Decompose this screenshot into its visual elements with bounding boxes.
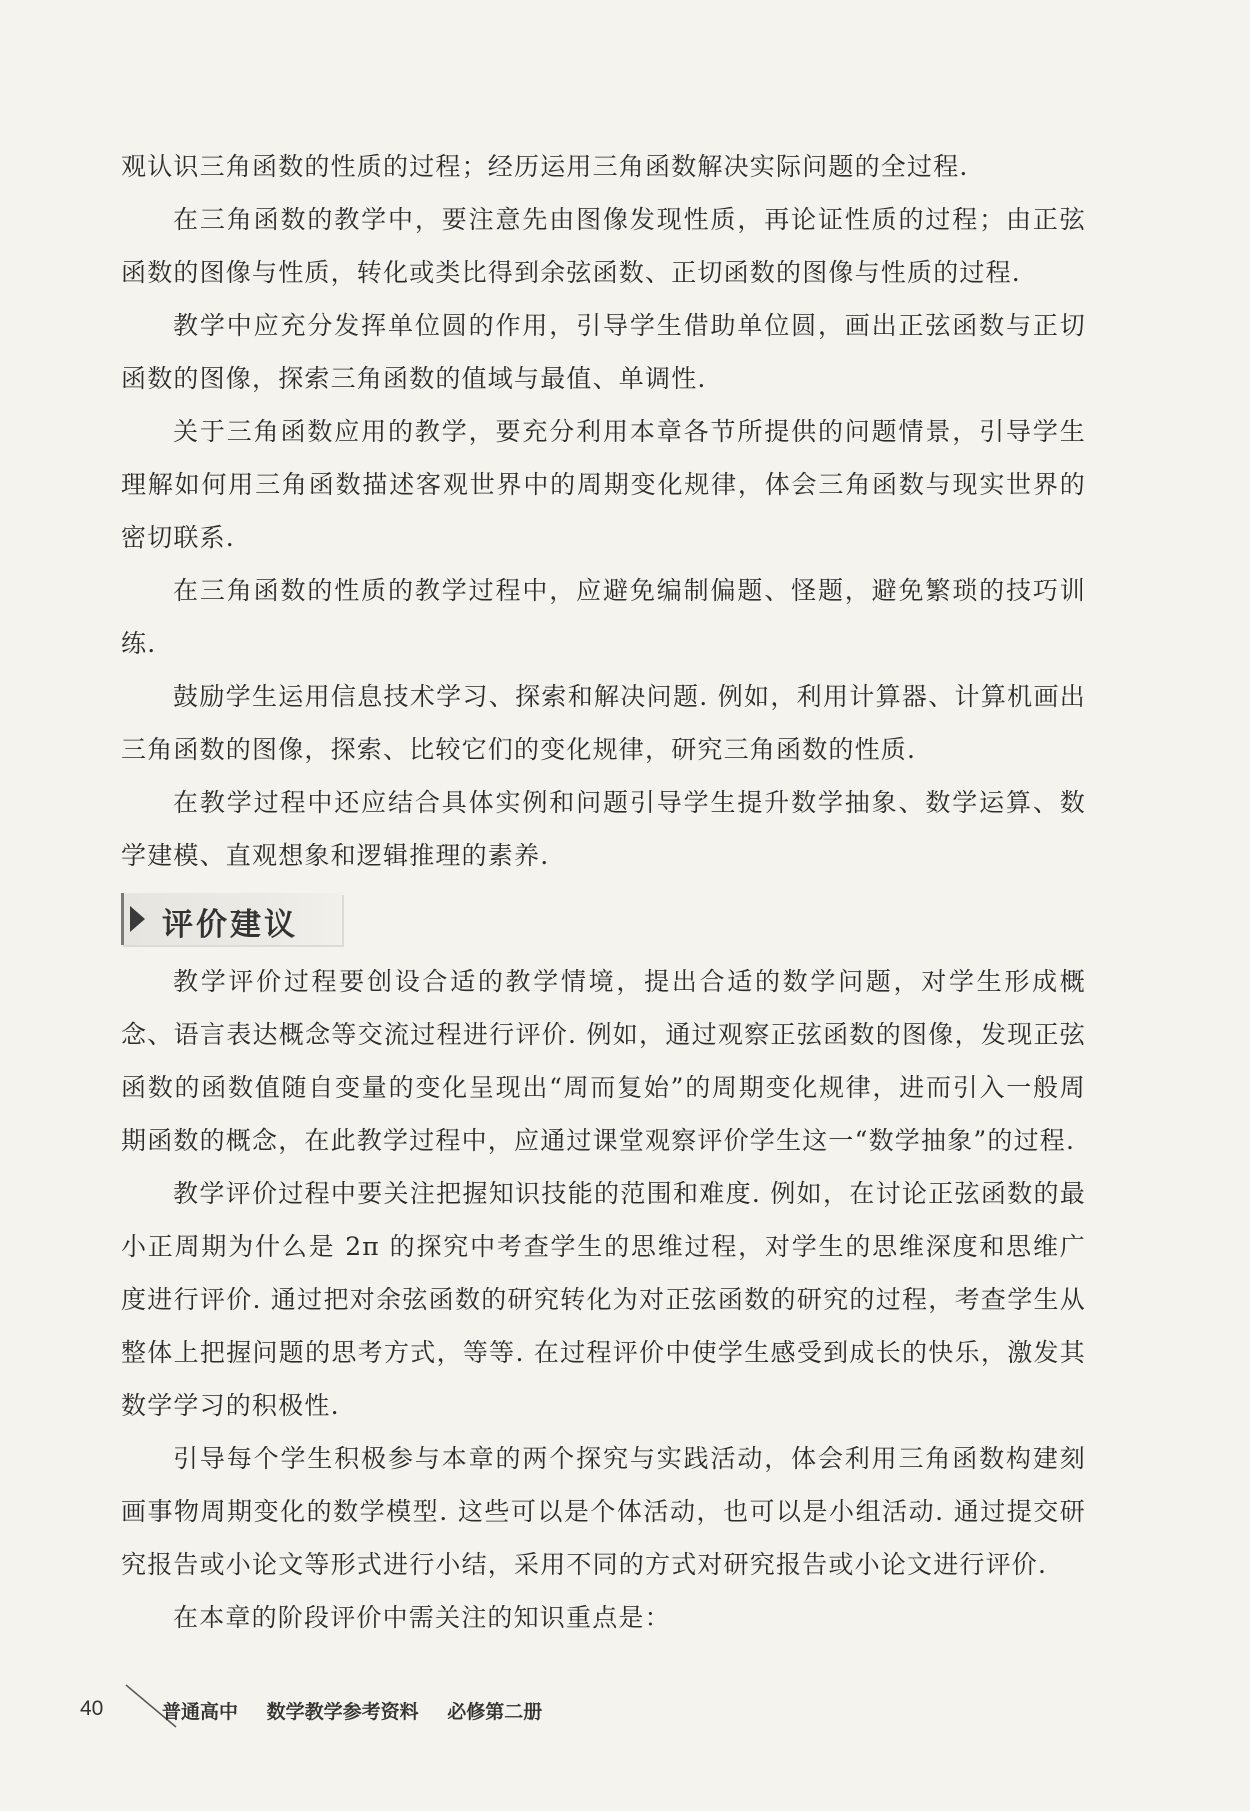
bottom-paragraphs — [121, 955, 1086, 1644]
footer-title — [162, 1697, 564, 1724]
footer-series: 普通高中 — [162, 1701, 239, 1723]
paragraph: 教学中应充分发挥单位圆的作用，引导学生借助单位圆，画出正弦函数与正切函数的图像，探索三角函数的值域与最值、单调性. — [121, 311, 1086, 393]
page-number: 40 — [80, 1697, 104, 1720]
triangle-arrow-icon — [130, 906, 145, 932]
footer-book: 数学教学参考资料 — [266, 1701, 419, 1723]
paragraph: 教学评价过程中要关注把握知识技能的范围和难度. 例如，在讨论正弦函数的最小正周期为什么是 2π 的探究中考查学生的思维过程，对学生的思维深度和思维广度进行评价. 通过把对余弦函数的研究转化为对正弦函数的研究的过程，考查学生从整体上把握问题的思考方式，等等. 在过程评价中使学生感受到成长的快乐，激发其数学学习的积极性. — [121, 1179, 1086, 1420]
paragraph: 引导每个学生积极参与本章的两个探究与实践活动，体会利用三角函数构建刻画事物周期变化的数学模型. 这些可以是个体活动，也可以是小组活动. 通过提交研究报告或小论文等形式进行小结，采用不同的方式对研究报告或小论文进行评价. — [121, 1444, 1086, 1579]
paragraph: 在本章的阶段评价中需关注的知识重点是： — [173, 1603, 671, 1632]
section-heading-text: 评价建议 — [162, 907, 298, 943]
paragraph: 在教学过程中还应结合具体实例和问题引导学生提升数学抽象、数学运算、数学建模、直观想象和逻辑推理的素养. — [121, 788, 1086, 870]
top-paragraphs — [121, 140, 1086, 882]
footer-volume: 必修第二册 — [447, 1701, 543, 1723]
paragraph: 在三角函数的教学中，要注意先由图像发现性质，再论证性质的过程；由正弦函数的图像与性质，转化或类比得到余弦函数、正切函数的图像与性质的过程. — [121, 205, 1086, 287]
paragraph: 鼓励学生运用信息技术学习、探索和解决问题. 例如，利用计算器、计算机画出三角函数的图像，探索、比较它们的变化规律，研究三角函数的性质. — [121, 682, 1086, 764]
page-footer — [80, 1683, 780, 1733]
paragraph: 观认识三角函数的性质的过程；经历运用三角函数解决实际问题的全过程. — [121, 152, 969, 181]
paragraph: 关于三角函数应用的教学，要充分利用本章各节所提供的问题情景，引导学生理解如何用三角函数描述客观世界中的周期变化规律，体会三角函数与现实世界的密切联系. — [121, 417, 1086, 552]
paragraph: 教学评价过程要创设合适的教学情境，提出合适的数学问题，对学生形成概念、语言表达概念等交流过程进行评价. 例如，通过观察正弦函数的图像，发现正弦函数的函数值随自变量的变化呈现出“周而复始”的周期变化规律，进而引入一般周期函数的概念，在此教学过程中，应通过课堂观察评价学生这一“数学抽象”的过程. — [121, 967, 1086, 1155]
section-heading — [121, 893, 342, 945]
paragraph: 在三角函数的性质的教学过程中，应避免编制偏题、怪题，避免繁琐的技巧训练. — [121, 576, 1086, 658]
